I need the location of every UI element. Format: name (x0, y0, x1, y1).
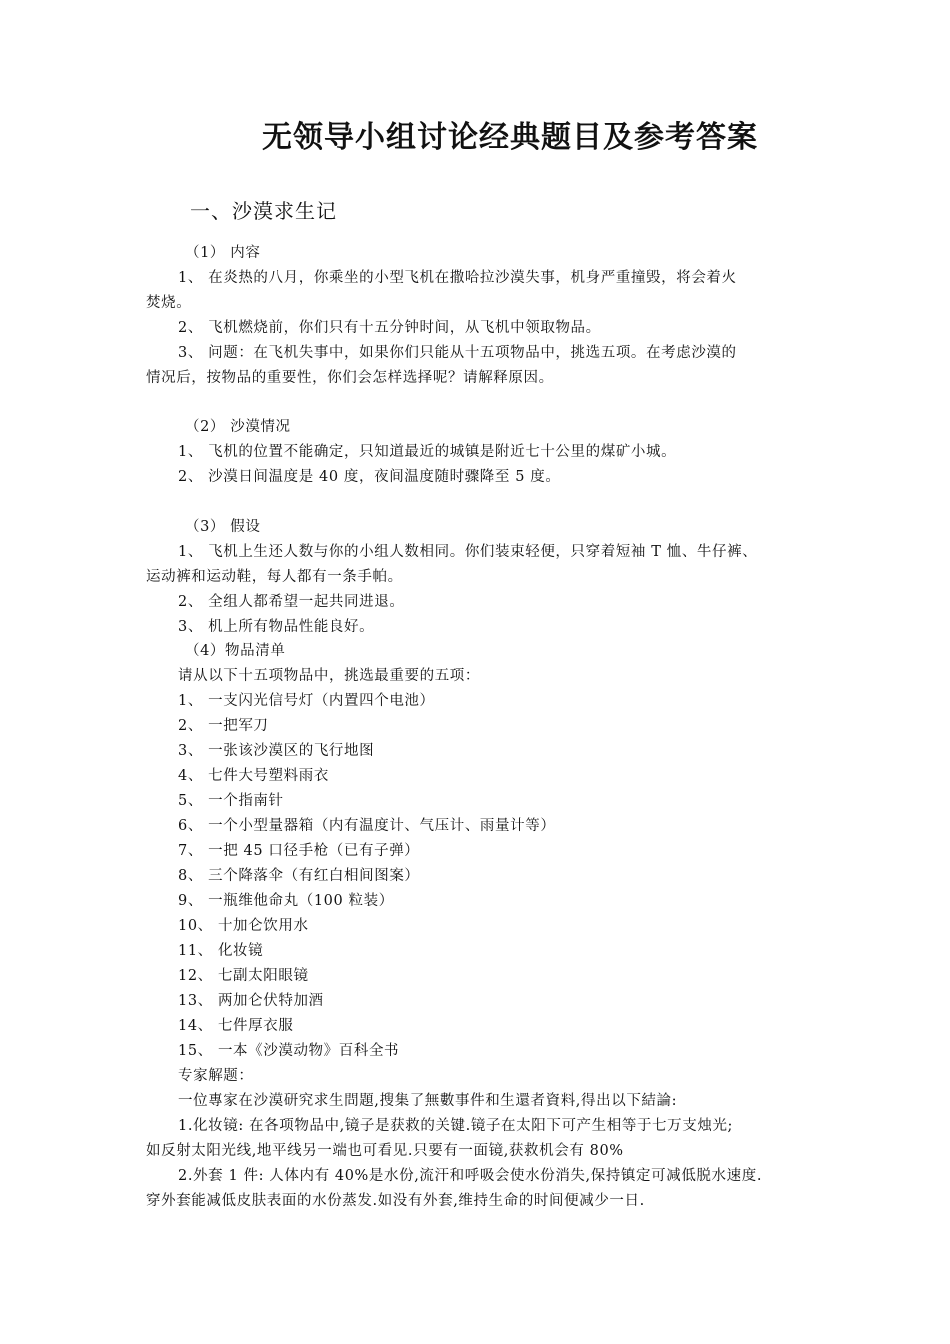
paragraph-line: 2、 飞机燃烧前，你们只有十五分钟时间，从飞机中领取物品。 (178, 320, 601, 336)
list-item: 14、 七件厚衣服 (178, 1018, 294, 1034)
list-item: 11、 化妆镜 (178, 943, 264, 959)
subheading-expert-answer: 专家解题： (178, 1068, 254, 1084)
paragraph-line: 1、 在炎热的八月，你乘坐的小型飞机在撒哈拉沙漠失事，机身严重撞毁，将会着火 (178, 270, 737, 286)
paragraph-line: 1.化妆镜: 在各项物品中,镜子是获救的关键.镜子在太阳下可产生相等于七万支烛光; (178, 1118, 734, 1134)
subheading-assumptions: （3） 假设 (185, 519, 261, 535)
subheading-content: （1） 内容 (185, 245, 261, 261)
subheading-item-list: （4）物品清单 (185, 643, 286, 659)
list-item: 8、 三个降落伞（有红白相间图案） (178, 868, 420, 884)
paragraph-line: 2.外套 1 件: 人体内有 40%是水份,流汗和呼吸会使水份消失,保持镇定可减低脱水速度. (178, 1168, 763, 1184)
list-item: 7、 一把 45 口径手枪（已有子弹） (178, 843, 420, 859)
list-item: 15、 一本《沙漠动物》百科全书 (178, 1043, 400, 1059)
list-item: 5、 一个指南针 (178, 793, 284, 809)
paragraph-line: 如反射太阳光线,地平线另一端也可看见.只要有一面镜,获救机会有 80% (146, 1143, 624, 1159)
list-item: 1、 一支闪光信号灯（内置四个电池） (178, 693, 435, 709)
list-item: 2、 一把军刀 (178, 718, 269, 734)
paragraph-line: 焚烧。 (146, 295, 192, 311)
paragraph-line: 3、 机上所有物品性能良好。 (178, 619, 375, 635)
paragraph-line: 请从以下十五项物品中，挑选最重要的五项： (178, 668, 480, 684)
list-item: 10、 十加仑饮用水 (178, 918, 309, 934)
paragraph-line: 情况后，按物品的重要性，你们会怎样选择呢？请解释原因。 (146, 370, 554, 386)
list-item: 9、 一瓶维他命丸（100 粒装） (178, 893, 394, 909)
subheading-desert: （2） 沙漠情况 (185, 419, 291, 435)
list-item: 6、 一个小型量器箱（内有温度计、气压计、雨量计等） (178, 818, 556, 834)
list-item: 13、 两加仑伏特加酒 (178, 993, 324, 1009)
paragraph-line: 2、 沙漠日间温度是 40 度，夜间温度随时骤降至 5 度。 (178, 469, 561, 485)
document-title: 无领导小组讨论经典题目及参考答案 (262, 120, 758, 155)
paragraph-line: 1、 飞机的位置不能确定，只知道最近的城镇是附近七十公里的煤矿小城。 (178, 444, 677, 460)
list-item: 12、 七副太阳眼镜 (178, 968, 309, 984)
paragraph-line: 3、 问题：在飞机失事中，如果你们只能从十五项物品中，挑选五项。在考虑沙漠的 (178, 345, 737, 361)
paragraph-line: 穿外套能减低皮肤表面的水份蒸发.如没有外套,维持生命的时间便减少一日. (146, 1193, 645, 1209)
list-item: 3、 一张该沙漠区的飞行地图 (178, 743, 375, 759)
paragraph-line: 1、 飞机上生还人数与你的小组人数相同。你们装束轻便，只穿着短袖 T 恤、牛仔裤、 (178, 544, 758, 560)
paragraph-line: 运动裤和运动鞋，每人都有一条手帕。 (146, 569, 403, 585)
section-heading-desert-survival: 一、沙漠求生记 (190, 199, 337, 223)
list-item: 4、 七件大号塑料雨衣 (178, 768, 329, 784)
paragraph-line: 一位專家在沙漠研究求生問題,搜集了無數事件和生還者資料,得出以下結論: (178, 1093, 678, 1109)
paragraph-line: 2、 全组人都希望一起共同进退。 (178, 594, 405, 610)
